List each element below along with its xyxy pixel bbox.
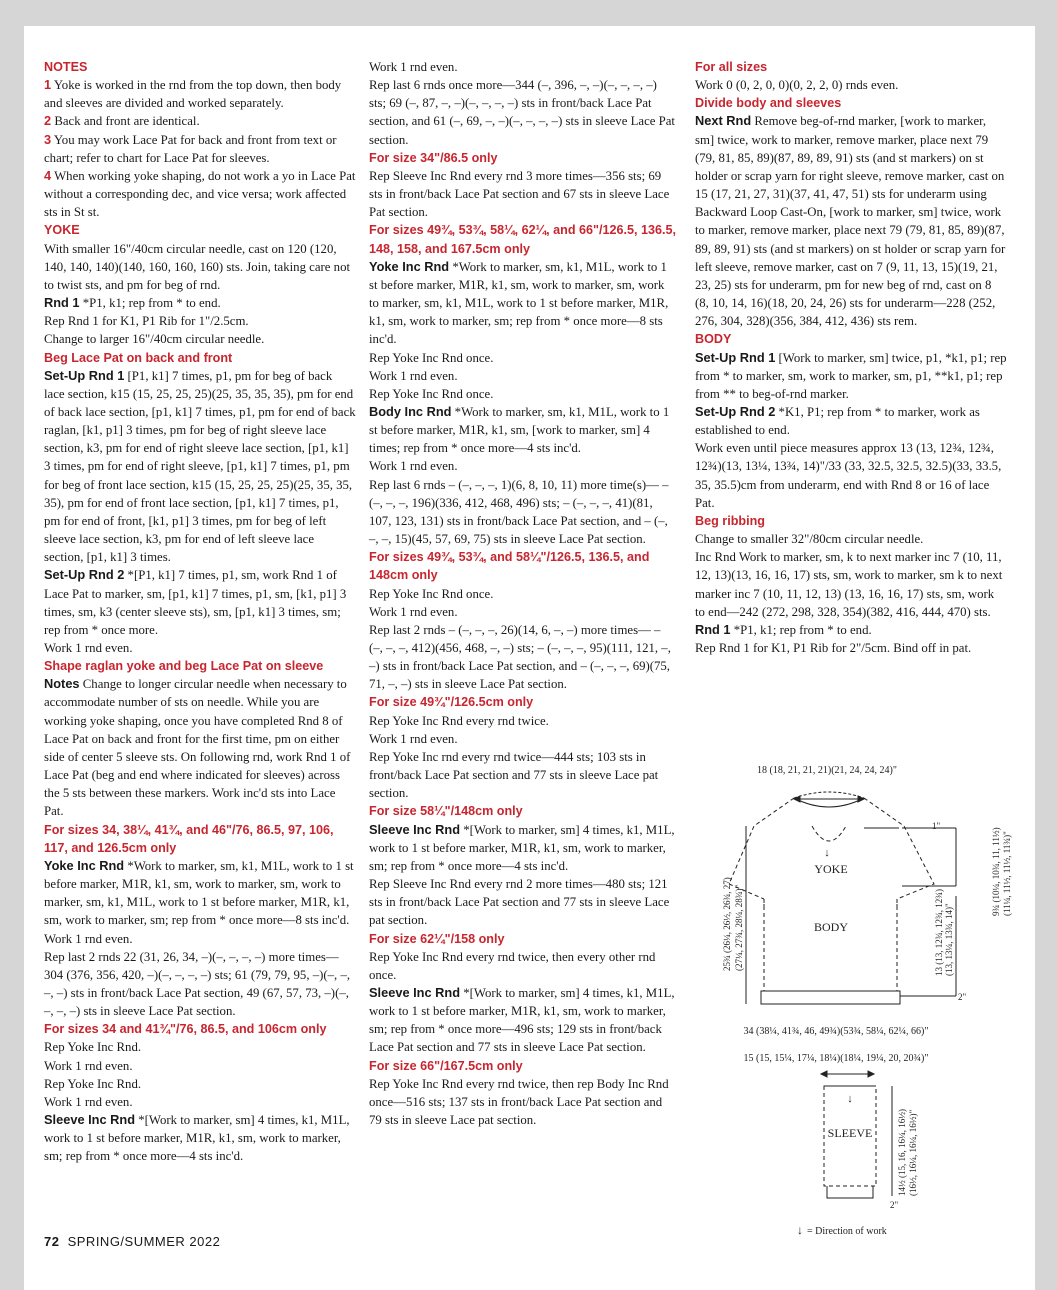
instruction-label: Rnd 1: [695, 621, 731, 637]
page-folio: [44, 1234, 220, 1249]
total-length-label-2: (27¼, 27¾, 28¼, 28¾)": [734, 884, 744, 971]
section-heading: For sizes 49¾, 53¾, 58¼, 62¼, and 66"/126.5, 136.5, 148, 158, and 167.5cm only: [369, 223, 677, 256]
instruction-paragraph: [695, 621, 1007, 639]
note-number: 4: [44, 167, 52, 183]
instruction-label: Next Rnd: [695, 113, 752, 129]
instruction-paragraph: Change to larger 16"/40cm circular needle.: [44, 332, 265, 347]
note-number: 3: [44, 131, 52, 147]
instruction-paragraph: Rep Sleeve Inc Rnd every rnd 2 more times—480 sts; 121 sts in front/back Lace Pat section and 77 sts in sleeve Lace pat section.: [369, 877, 670, 928]
section-heading: For sizes 34, 38¼, 41¾, and 46"/76, 86.5, 97, 106, 117, and 126.5cm only: [44, 822, 334, 855]
body-label: BODY: [813, 920, 849, 934]
page-number: 72: [44, 1234, 60, 1249]
body-length-label: 13 (13, 12¾, 12¾, 12¾): [934, 889, 944, 976]
instruction-paragraph: [44, 566, 356, 639]
yoke-depth-label: 9¾ (10¼, 10¾, 11, 11½): [991, 827, 1001, 916]
instruction-label: Set-Up Rnd 1: [695, 349, 776, 365]
sweater-outline: [729, 792, 934, 1004]
note-item: [44, 76, 356, 112]
page: [24, 26, 1035, 1290]
instruction-paragraph: [369, 821, 677, 875]
instruction-text: *[P1, k1] 7 times, p1, sm, work Rnd 1 of Lace Pat to marker, sm, [p1, k1] 7 times, p1, sm, [k1, p1] 3 times, sm, k3 (center sleeve sts), sm, [p1, k1] 3 times, sm; rep from * once more.: [44, 568, 347, 637]
sleeve-length-label-2: (16½, 16¼, 16¼, 16½)": [908, 1109, 918, 1196]
legend-text: = Direction of work: [807, 1226, 887, 1237]
sleeve-length-label: 14½ (15, 16, 16¼, 16½): [897, 1109, 907, 1196]
instruction-paragraph: Work 0 (0, 2, 0, 0)(0, 2, 2, 0) rnds even.: [695, 78, 899, 93]
instruction-label: Sleeve Inc Rnd: [369, 984, 461, 1000]
schematic-diagram: [694, 756, 1024, 1256]
instruction-paragraph: Rep Yoke Inc rnd every rnd twice—444 sts; 103 sts in front/back Lace Pat section and 77 sts in sleeve Lace pat section.: [369, 749, 659, 801]
direction-arrow: ↓: [824, 847, 830, 859]
chest-label: 34 (38¼, 41¾, 46, 49¾)(53¾, 58¼, 62¼, 66)": [743, 1026, 929, 1037]
section-heading: For size 66"/167.5cm only: [369, 1058, 523, 1073]
section-heading: For size 62¼"/158 only: [369, 931, 505, 946]
instruction-paragraph: [369, 258, 677, 349]
instruction-paragraph: Rep Yoke Inc Rnd once.: [369, 350, 494, 365]
instruction-text: [Work to marker, sm] twice, p1, *k1, p1; rep from * to marker, sm, work to marker, sm, p1, **k1, p1; rep from ** to beg-of-rnd marker.: [695, 350, 1007, 401]
sleeve-label: SLEEVE: [827, 1126, 873, 1140]
instruction-paragraph: Work 1 rnd even.: [369, 731, 458, 746]
instruction-paragraph: [44, 367, 356, 567]
instruction-text: *Work to marker, sm, k1, M1L, work to 1 st before marker, M1R, k1, sm, [work to marker, sm] 4 times; rep from * once more—4 sts inc'd.: [369, 404, 670, 456]
section-heading: For size 34"/86.5 only: [369, 150, 498, 165]
instruction-paragraph: Rep Yoke Inc Rnd.: [44, 1076, 142, 1091]
section-heading: YOKE: [44, 223, 80, 238]
section-heading: NOTES: [44, 60, 88, 74]
section-heading: For sizes 34 and 41¾"/76, 86.5, and 106cm only: [44, 1022, 327, 1037]
instruction-paragraph: Work 1 rnd even.: [369, 604, 458, 619]
note-text: When working yoke shaping, do not work a yo in Lace Pat without a corresponding dec, and vice versa; work affected sts in St st.: [44, 168, 356, 220]
sleeve-direction-arrow: ↓: [847, 1093, 853, 1105]
instruction-text: *Work to marker, sm, k1, M1L, work to 1 st before marker, M1R, k1, sm, work to marker, sm, work to marker, sm, k1, M1L, work to 1 st before marker, M1R, k1, sm, work to marker, sm; rep from * once more—8 sts inc'd.: [369, 259, 669, 347]
instruction-paragraph: Rep Rnd 1 for K1, P1 Rib for 1"/2.5cm.: [44, 314, 249, 329]
rib-bottom-label: 2": [958, 992, 967, 1002]
yoke-depth-label-2: (11¼, 11½, 11½, 11¾)": [1002, 831, 1012, 916]
section-heading: For size 49¾"/126.5cm only: [369, 695, 534, 710]
issue-title: SPRING/SUMMER 2022: [67, 1234, 221, 1249]
instruction-paragraph: Rep last 6 rnds once more—344 (–, 396, –, –)(–, –, –, –) sts; 69 (–, 87, –, –)(–, –, –, –) sts in front/back Lace Pat section, and 61 (–, 69, –, –)(–, –, –, –) sts in sleeve Lace Pat section.: [369, 78, 675, 147]
instruction-label: Sleeve Inc Rnd: [44, 1112, 136, 1128]
instruction-paragraph: [695, 349, 1007, 403]
instruction-label: Notes: [44, 676, 80, 692]
instruction-paragraph: Rep last 2 rnds 22 (31, 26, 34, –)(–, –, –, –) more times—304 (376, 356, 420, –)(–, –, –, –) sts; 61 (79, 79, 95, –)(–, –, –, –) sts in front/back Lace Pat section, 49 (67, 57, 73, –)(–, –, –, –) sts in sleeve Lace Pat section.: [44, 949, 351, 1019]
instruction-label: Set-Up Rnd 2: [695, 403, 776, 419]
instruction-paragraph: Rep last 2 rnds – (–, –, –, 26)(14, 6, –, –) more times— – (–, –, –, 412)(456, 468, –, –) sts; – (–, –, –, 95)(111, 121, –, –) sts in front/back Lace Pat section, and – (–, –, –, 69)(75, 71, –, –) sts in sleeve Lace Pat section.: [369, 622, 671, 692]
section-heading: Beg ribbing: [695, 513, 765, 528]
note-item: [44, 131, 356, 167]
instruction-paragraph: Work 1 rnd even.: [44, 641, 133, 655]
instruction-paragraph: Work 1 rnd even.: [369, 60, 458, 74]
instruction-label: Sleeve Inc Rnd: [369, 821, 461, 837]
instruction-paragraph: [44, 294, 356, 312]
column-1: [44, 58, 356, 1166]
instruction-text: *P1, k1; rep from * to end.: [730, 622, 872, 637]
sleeve-rib-label: 2": [890, 1200, 899, 1210]
instruction-paragraph: Rep last 6 rnds – (–, –, –, 1)(6, 8, 10, 11) more time(s)— – (–, –, –, 196)(336, 412, 468, 496) sts; – (–, –, –, 41)(81, 107, 123, 131) sts in front/back Lace Pat section, and – (–, –, –, 15)(45, 57, 69, 75) sts in sleeve Lace Pat section.: [369, 477, 669, 547]
note-text: Yoke is worked in the rnd from the top down, then body and sleeves are divided and worked separately.: [44, 78, 342, 111]
instruction-paragraph: Work 1 rnd even.: [44, 1094, 133, 1109]
instruction-text: *Work to marker, sm, k1, M1L, work to 1 st before marker, M1R, k1, sm, work to marker, sm, work to marker, sm, k1, M1L, work to 1 st before marker, M1R, k1, sm, work to marker, sm; rep from * once more—8 sts inc'd.: [44, 858, 354, 928]
instruction-text: Remove beg-of-rnd marker, [work to marker, sm] twice, work to marker, remove marker, place next 79 (79, 81, 85, 89)(87, 89, 89, 91) sts (and st markers) on st holder or scrap yarn for right sleeve, remove marker, cast on 15 (17, 21, 27, 31)(37, 41, 47, 51) sts for underarm using Backward Loop Cast-On, [work to marker, sm] twice, work to marker, remove marker, place next 79 (79, 81, 85, 89)(87, 89, 89, 91) sts (and st markers) on st holder or scrap yarn for left sleeve, remove marker, cast on 7 (9, 11, 13, 15)(19, 21, 23, 25) sts for underarm, pm for new beg of rnd, cast on 8 (8, 10, 14, 16)(18, 20, 24, 26) sts for underarm—228 (252, 276, 304, 328)(356, 384, 412, 436) sts rem.: [695, 114, 1006, 329]
section-heading: For size 58¼"/148cm only: [369, 804, 523, 819]
instruction-paragraph: Work 1 rnd even.: [44, 1058, 133, 1073]
body-length-label-2: (13, 13¼, 13¾, 14)": [944, 903, 954, 976]
section-heading: Shape raglan yoke and beg Lace Pat on sleeve: [44, 659, 324, 674]
instruction-label: Yoke Inc Rnd: [44, 857, 125, 873]
instruction-paragraph: [44, 857, 356, 930]
instruction-text: *[Work to marker, sm] 4 times, k1, M1L, work to 1 st before marker, M1R, k1, sm, work to marker, sm; rep from * once more—4 sts inc'd.: [44, 1113, 350, 1164]
instruction-paragraph: Work even until piece measures approx 13 (13, 12¾, 12¾, 12¾)(13, 13¼, 13¾, 14)"/33 (33, 32.5, 32.5, 32.5)(33, 33.5, 35, 35.5)cm from underarm, end with Rnd 8 or 16 of lace Pat.: [695, 441, 1002, 510]
section-heading: For sizes 49¾, 53¾, and 58¼"/126.5, 136.5, and 148cm only: [369, 550, 650, 583]
rib-top-label: 1": [932, 821, 941, 831]
instruction-text: *P1, k1; rep from * to end.: [79, 296, 221, 311]
note-text: You may work Lace Pat for back and front from text or chart; refer to chart for Lace Pat for sleeves.: [44, 132, 337, 165]
instruction-label: Yoke Inc Rnd: [369, 258, 450, 274]
instruction-paragraph: Rep Yoke Inc Rnd once.: [369, 386, 494, 401]
instruction-paragraph: Rep Yoke Inc Rnd every rnd twice, then every other rnd once.: [369, 949, 656, 982]
instruction-paragraph: [44, 675, 356, 820]
note-item: [44, 167, 356, 221]
instruction-text: [P1, k1] 7 times, p1, pm for beg of back lace section, k15 (15, 25, 25, 25)(25, 35, 35, 35), pm for end of back lace section, [p1, k1] 7 times, p1, pm for end of back raglan, [k1, p1] 3 times, pm for beg of right sleeve lace section, k3, pm for end of right sleeve lace section, [p1, k1] 3 times, pm for end of right sleeve, [p1, k1] 7 times, p1, pm for beg of front lace section, k15 (15, 25, 25, 25)(25, 35, 35, 35), pm for end of front lace section, [p1, k1] 7 times, p1, pm for end of front, [k1, p1] 3 times, pm for beg of left sleeve lace section, k3, pm for end of left sleeve lace section, [p1, k1] 3 times.: [44, 368, 356, 565]
instruction-paragraph: Inc Rnd Work to marker, sm, k to next marker inc 7 (10, 11, 12, 13)(13, 16, 16, 17) sts, sm, work to marker, sm k to next marker inc 7 (10, 11, 12, 13) (13, 16, 16, 17) sts, sm, work to end—242 (272, 298, 328, 354)(382, 416, 444, 470) sts.: [695, 550, 1003, 619]
instruction-paragraph: With smaller 16"/40cm circular needle, cast on 120 (120, 140, 140, 140)(140, 160, 160, 160) sts. Join, taking care not to twist sts, and pm for beg of rnd.: [44, 241, 351, 292]
sleeve-width-label: 15 (15, 15¼, 17¼, 18¼)(18¼, 19¼, 20, 20¾)": [743, 1053, 929, 1064]
instruction-paragraph: Work 1 rnd even.: [369, 368, 458, 383]
yoke-width-arrow: [794, 796, 864, 802]
instruction-paragraph: Work 1 rnd even.: [44, 931, 133, 946]
yoke-label: YOKE: [814, 862, 848, 876]
instruction-text: *K1, P1; rep from * to marker, work as established to end.: [695, 404, 980, 438]
instruction-paragraph: Rep Yoke Inc Rnd.: [44, 1040, 142, 1055]
note-text: Back and front are identical.: [51, 114, 200, 129]
instruction-label: Set-Up Rnd 1: [44, 367, 125, 383]
section-heading: For all sizes: [695, 60, 768, 74]
instruction-paragraph: [369, 403, 677, 457]
instruction-paragraph: [369, 984, 677, 1057]
instruction-paragraph: [695, 112, 1007, 330]
column-2: [369, 58, 677, 1129]
note-number: 1: [44, 77, 52, 93]
body-dimension-lines: [746, 826, 956, 1004]
note-number: 2: [44, 113, 52, 129]
instruction-paragraph: Rep Yoke Inc Rnd every rnd twice, then rep Body Inc Rnd once—516 sts; 137 sts in front/back Lace Pat section and 79 sts in sleeve Lace pat section.: [369, 1076, 669, 1128]
instruction-paragraph: Rep Sleeve Inc Rnd every rnd 3 more times—356 sts; 69 sts in front/back Lace Pat section and 67 sts in sleeve Lace Pat section.: [369, 168, 670, 220]
section-heading: Divide body and sleeves: [695, 96, 842, 111]
instruction-label: Set-Up Rnd 2: [44, 567, 125, 583]
instruction-text: Change to longer circular needle when necessary to accommodate number of sts on needle. While you are working yoke shaping, once you have completed Rnd 8 of Lace Pat on back and front for the first time, pm on either side of center 5 sleeve sts. On following rnd, work Rnd 1 of Lace Pat (beg and end where indicated for sleeves) across the 5 sts between these markers. Work inc'd sts into Lace Pat.: [44, 677, 351, 819]
yoke-width-label: 18 (18, 21, 21, 21)(21, 24, 24, 24)": [757, 765, 897, 776]
instruction-label: Rnd 1: [44, 295, 80, 311]
note-item: [44, 112, 356, 130]
instruction-paragraph: [695, 403, 1007, 439]
instruction-paragraph: Rep Yoke Inc Rnd every rnd twice.: [369, 713, 549, 728]
column-3: [695, 58, 1007, 657]
section-heading: BODY: [695, 332, 732, 347]
instruction-text: *[Work to marker, sm] 4 times, k1, M1L, work to 1 st before marker, M1R, k1, sm, work to marker, sm; rep from * once more—496 sts; 129 sts in front/back Lace Pat section and 77 sts in sleeve Lace Pat section.: [369, 985, 675, 1055]
section-heading: Beg Lace Pat on back and front: [44, 350, 233, 365]
legend-arrow-icon: ↓: [797, 1223, 803, 1237]
instruction-text: *[Work to marker, sm] 4 times, k1, M1L, work to 1 st before marker, M1R, k1, sm, work to marker, sm; rep from * once more—4 sts inc'd.: [369, 822, 675, 873]
sleeve-width-arrow: [821, 1071, 874, 1077]
instruction-paragraph: [44, 1111, 356, 1165]
instruction-paragraph: Change to smaller 32"/80cm circular needle.: [695, 532, 924, 547]
total-length-label: 25¾ (26¼, 26½, 26¾, 27): [722, 877, 732, 971]
instruction-paragraph: Rep Yoke Inc Rnd once.: [369, 586, 494, 601]
instruction-paragraph: Work 1 rnd even.: [369, 459, 458, 474]
instruction-label: Body Inc Rnd: [369, 403, 452, 419]
instruction-paragraph: Rep Rnd 1 for K1, P1 Rib for 2"/5cm. Bind off in pat.: [695, 641, 972, 655]
